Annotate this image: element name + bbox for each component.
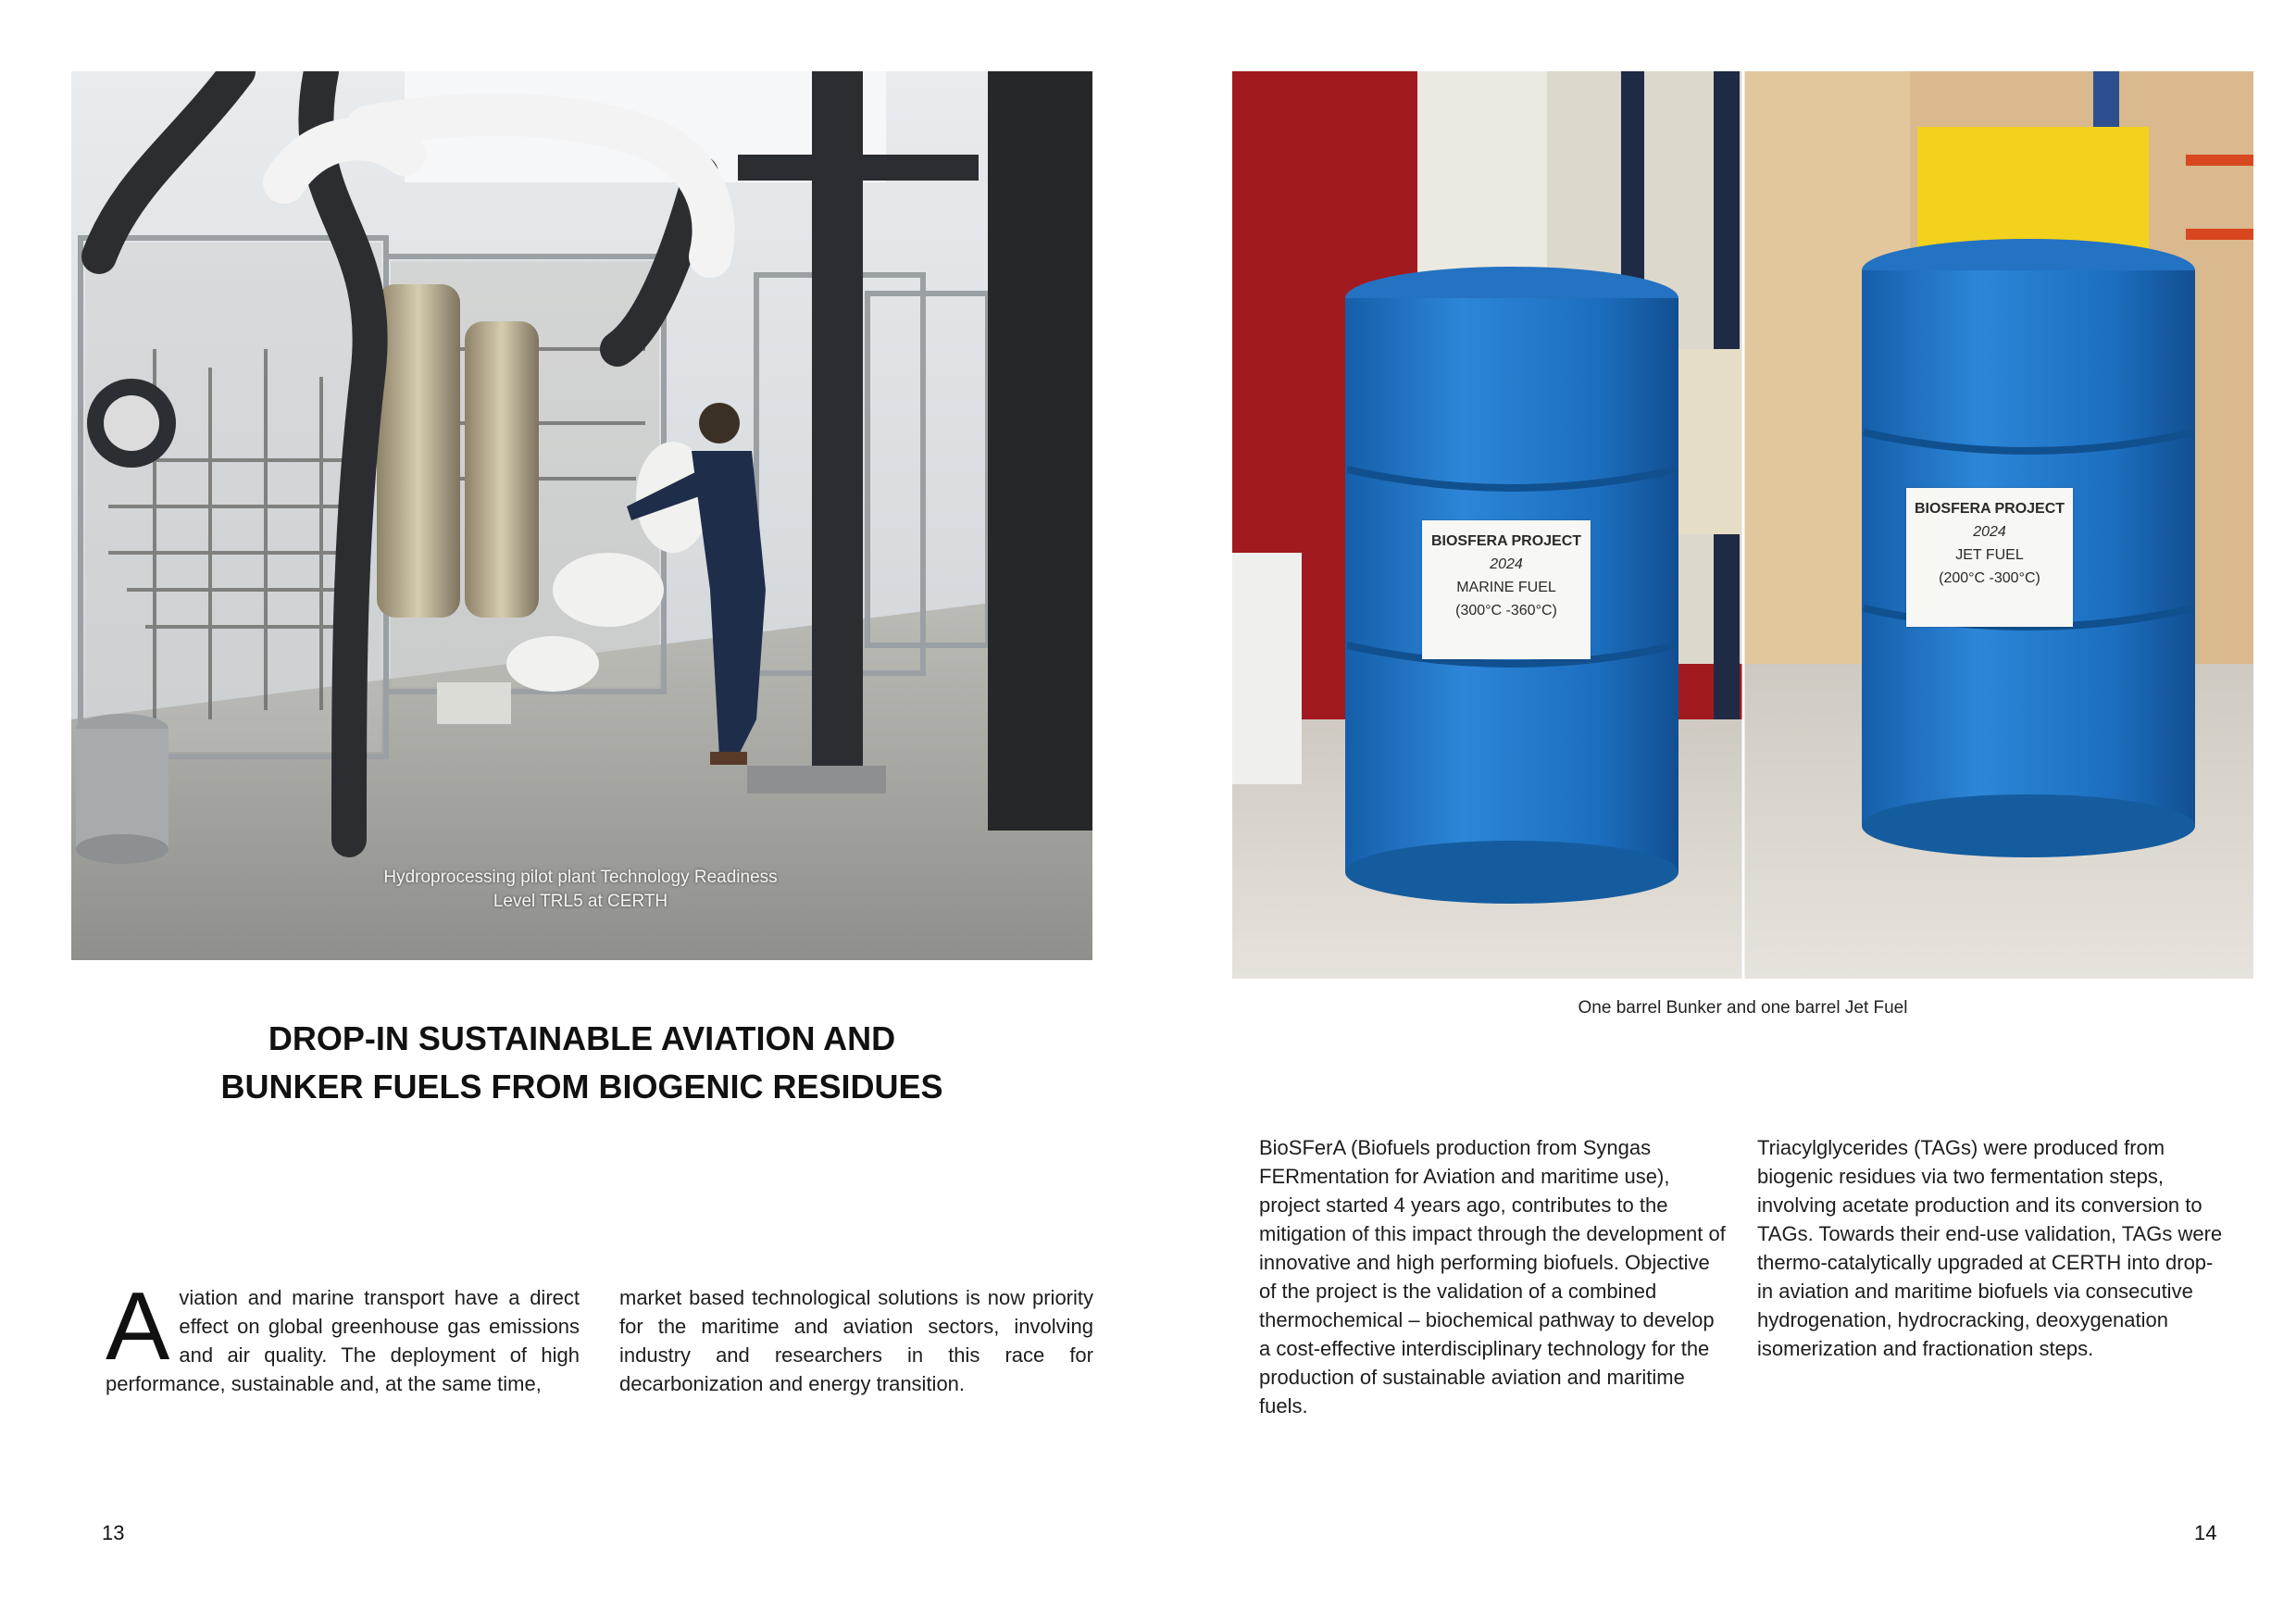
- barrel-label-jet: [1906, 488, 2073, 627]
- body-text-4: Triacylglycerides (TAGs) were produced from biogenic residues via two fermentation steps, involving acetate production and its conversion to TAGs. Towards their end-use validation, TAGs were thermo-catalytically upgraded at CERTH into drop-in aviation and maritime biofuels via consecutive hydrogenation, hydrocracking, deoxygenation isomerization and fractionation steps.: [1757, 1136, 2223, 1360]
- body-column-3: [1259, 1133, 1727, 1420]
- article-title: [71, 1015, 1092, 1111]
- barrel-label-jet-project: BIOSFERA PROJECT: [1914, 501, 2065, 517]
- body-column-1: [106, 1273, 580, 1398]
- barrel-label-marine: [1422, 520, 1591, 659]
- title-line-2: BUNKER FUELS FROM BIOGENIC RESIDUES: [220, 1068, 943, 1106]
- photo-caption-overlay: Hydroprocessing pilot plant Technology Readiness Level TRL5 at CERTH: [383, 868, 778, 911]
- page-number-left: 13: [102, 1521, 125, 1544]
- barrels-illustration: [1232, 71, 2253, 979]
- barrel-label-jet-range: (200°C -300°C): [1939, 570, 2040, 586]
- body-text-1: viation and marine transport have a direct effect on global greenhouse gas emissions and air quality. The deployment of high performance, sustainable and, at the same time,: [106, 1286, 580, 1395]
- body-text-3: BioSFerA (Biofuels production from Syngas FERmentation for Aviation and maritime use), project started 4 years ago, contributes to the mitigation of this impact through the development of innovative and high performing biofuels. Objective of the project is the validation of a combined thermochemical – biochemical pathway to develop a cost-effective interdisciplinary technology for the production of sustainable aviation and maritime fuels.: [1259, 1136, 1726, 1418]
- barrels-photo: [1232, 71, 2253, 979]
- barrel-label-marine-project: BIOSFERA PROJECT: [1430, 533, 1582, 549]
- barrel-label-marine-year: 2024: [1490, 556, 1523, 572]
- barrel-label-jet-fuel: JET FUEL: [1955, 547, 2024, 563]
- drop-cap: A: [106, 1273, 170, 1380]
- pilot-plant-photo: [71, 71, 1092, 960]
- body-column-4: [1757, 1133, 2225, 1363]
- pilot-plant-illustration: [71, 71, 1092, 960]
- title-line-1: DROP-IN SUSTAINABLE AVIATION AND: [268, 1019, 896, 1057]
- page-number-right: 14: [2194, 1521, 2217, 1544]
- barrels-photo-caption: One barrel Bunker and one barrel Jet Fuel: [1578, 998, 1908, 1018]
- barrel-label-jet-year: 2024: [1973, 524, 2006, 540]
- barrel-label-marine-fuel: MARINE FUEL: [1456, 580, 1556, 595]
- barrel-label-marine-range: (300°C -360°C): [1455, 603, 1557, 618]
- body-text-2: market based technological solutions is now priority for the maritime and aviation sectors, involving industry and researchers in this race for decarbonization and energy transition.: [619, 1286, 1093, 1395]
- body-column-2: [619, 1283, 1093, 1398]
